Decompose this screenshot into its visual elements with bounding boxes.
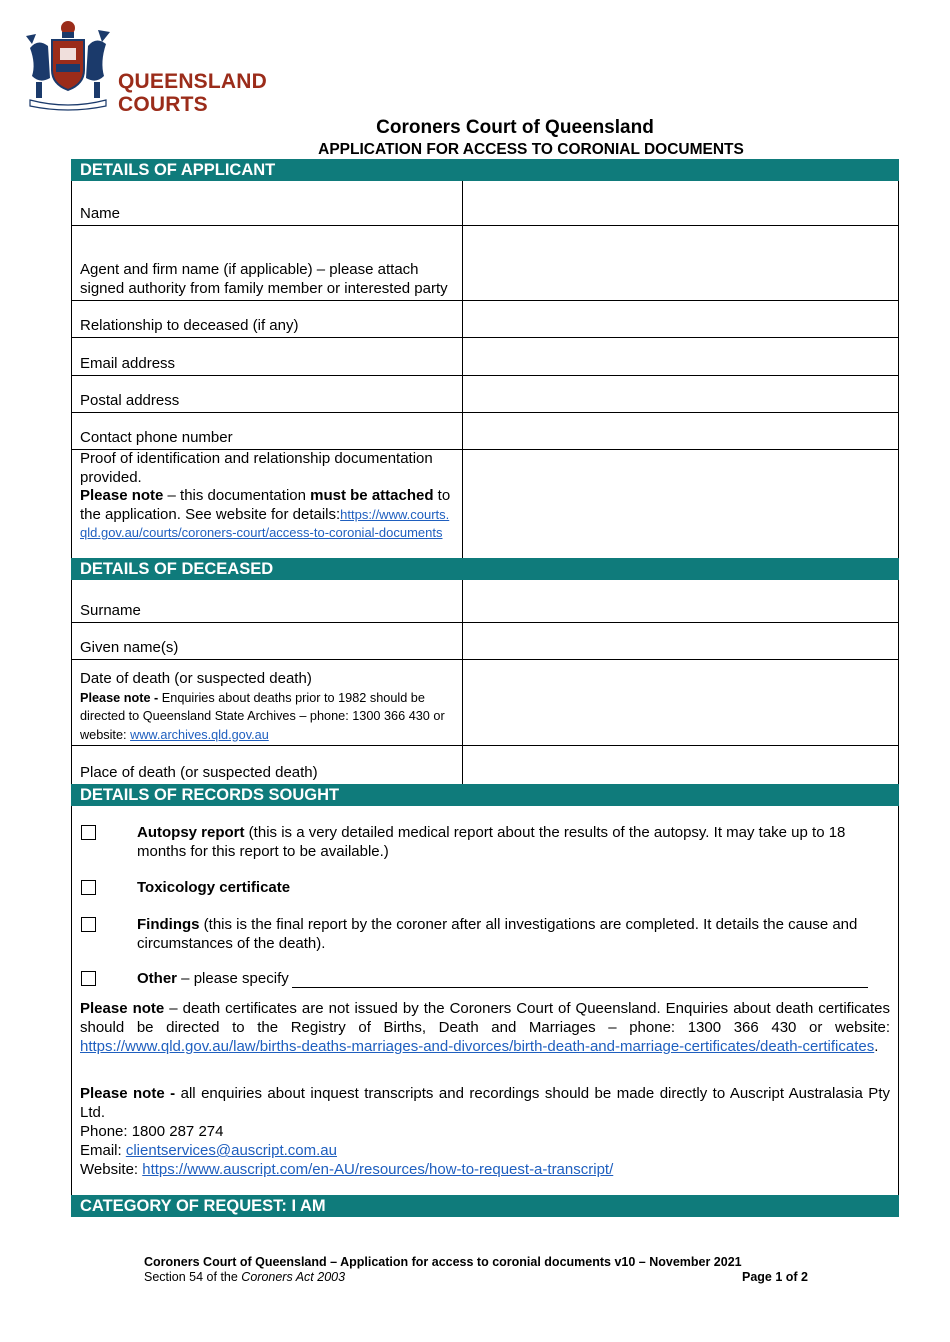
dod-text: Date of death (or suspected death) [80, 670, 312, 687]
logo-wordmark [118, 70, 267, 116]
autopsy-option [137, 823, 887, 861]
autopsy-checkbox[interactable] [81, 825, 96, 840]
place-field[interactable] [462, 746, 899, 784]
relationship-field[interactable] [462, 301, 899, 337]
email-field[interactable] [462, 338, 899, 375]
findings-label: Findings [137, 916, 200, 933]
page-number: Page 1 of 2 [742, 1270, 808, 1284]
phone-label: Contact phone number [80, 428, 233, 446]
section-category-heading: CATEGORY OF REQUEST: I AM [71, 1195, 899, 1217]
row-phone [71, 413, 899, 450]
place-label: Place of death (or suspected death) [80, 763, 318, 781]
proof-note-bold: Please note [80, 487, 164, 504]
footer-line-1: Coroners Court of Queensland – Application for access to coronial documents v10 – November 2021 [144, 1255, 742, 1269]
dod-field[interactable] [462, 660, 899, 745]
section-records-heading: DETAILS OF RECORDS SOUGHT [71, 784, 899, 806]
postal-label: Postal address [80, 391, 180, 409]
given-names-field[interactable] [462, 623, 899, 659]
proof-label [80, 450, 452, 543]
footer-act-name: Coroners Act 2003 [241, 1270, 346, 1284]
row-place-of-death [71, 746, 899, 784]
postal-field[interactable] [462, 376, 899, 412]
transcript-note-text [80, 1084, 890, 1122]
row-name [71, 181, 899, 226]
other-desc: – please specify [177, 970, 289, 987]
page-subtitle: APPLICATION FOR ACCESS TO CORONIAL DOCUMENTS [318, 141, 744, 158]
row-email [71, 338, 899, 376]
row-proof [71, 450, 899, 558]
auscript-website-link[interactable]: https://www.auscript.com/en-AU/resources/how-to-request-a-transcript/ [142, 1161, 614, 1178]
auscript-phone: Phone: 1800 287 274 [80, 1123, 224, 1140]
note2-bold: Please note - [80, 1085, 176, 1102]
proof-link[interactable]: https://www.courts.qld.gov.au/courts/coroners-court/access-to-coronial-documents [80, 506, 450, 540]
archives-link[interactable]: www.archives.qld.gov.au [130, 727, 269, 742]
autopsy-desc: (this is a very detailed medical report about the results of the autopsy. It may take up to 18 months for this report to be available.) [137, 824, 846, 860]
row-surname [71, 580, 899, 623]
note1-bold: Please note [80, 1000, 165, 1017]
row-relationship [71, 301, 899, 338]
name-field[interactable] [462, 181, 899, 225]
autopsy-label: Autopsy report [137, 824, 245, 841]
page-footer [144, 1255, 808, 1285]
findings-checkbox[interactable] [81, 917, 96, 932]
row-date-of-death [71, 660, 899, 746]
proof-text-c: to the application. See website for details: [80, 487, 451, 523]
other-label: Other [137, 970, 178, 987]
dod-note: Enquiries about deaths prior to 1982 should be directed to Queensland State Archives – phone: 1300 366 430 or website: [80, 690, 445, 742]
coat-of-arms-icon [22, 18, 114, 112]
name-label: Name [80, 204, 121, 222]
surname-field[interactable] [462, 580, 899, 622]
findings-desc: (this is the final report by the coroner after all investigations are completed. It details the cause and circumstances of the death). [137, 916, 858, 952]
note1-text: – death certificates are not issued by the Coroners Court of Queensland. Enquiries about death certificates should be directed to the Registry of Births, Death and Marriages – phone: 1300 366 430 or website: [80, 1000, 891, 1036]
queensland-courts-logo [22, 18, 272, 118]
agent-label: Agent and firm name (if applicable) – please attach signed authority from family member or interested party [80, 261, 448, 297]
dod-label [80, 670, 452, 744]
note1-end: . [874, 1038, 879, 1055]
row-postal [71, 376, 899, 413]
logo-line-1: QUEENSLAND [118, 70, 268, 93]
toxicology-label: Toxicology certificate [137, 879, 291, 896]
dod-note-bold: Please note - [80, 690, 162, 705]
note2-text: all enquiries about inquest transcripts and recordings should be made directly to Auscript Australasia Pty Ltd. [80, 1085, 890, 1121]
section-applicant-heading: DETAILS OF APPLICANT [71, 159, 899, 181]
logo-line-2: COURTS [118, 93, 208, 116]
auscript-website [80, 1160, 890, 1179]
footer-section-text: Section 54 of the [144, 1270, 242, 1284]
page-title: Coroners Court of Queensland [376, 117, 654, 138]
death-certificate-note [80, 999, 890, 1056]
proof-text-b: – this documentation [163, 487, 311, 504]
findings-option [137, 915, 887, 953]
auscript-email-link[interactable]: clientservices@auscript.com.au [125, 1142, 337, 1159]
website-prefix: Website: [80, 1161, 143, 1178]
toxicology-option [137, 878, 887, 897]
row-given-names [71, 623, 899, 660]
death-certificates-link[interactable]: https://www.qld.gov.au/law/births-deaths-marriages-and-divorces/birth-death-and-marriage-certificates/death-certificates [80, 1038, 875, 1055]
proof-field[interactable] [462, 450, 899, 558]
relationship-label: Relationship to deceased (if any) [80, 316, 299, 334]
other-option [137, 969, 887, 988]
other-specify-input[interactable] [292, 973, 868, 988]
email-label: Email address [80, 354, 176, 372]
email-prefix: Email: [80, 1142, 126, 1159]
given-names-label: Given name(s) [80, 638, 179, 656]
row-agent [71, 226, 899, 301]
proof-must-bold: must be attached [310, 487, 434, 504]
phone-field[interactable] [462, 413, 899, 449]
surname-label: Surname [80, 601, 141, 619]
other-checkbox[interactable] [81, 971, 96, 986]
transcript-note [80, 1084, 890, 1179]
auscript-email [80, 1141, 890, 1160]
agent-field[interactable] [462, 226, 899, 300]
section-deceased-heading: DETAILS OF DECEASED [71, 558, 899, 580]
toxicology-checkbox[interactable] [81, 880, 96, 895]
footer-line-2 [144, 1270, 808, 1285]
proof-text: Proof of identification and relationship documentation provided. [80, 450, 433, 486]
